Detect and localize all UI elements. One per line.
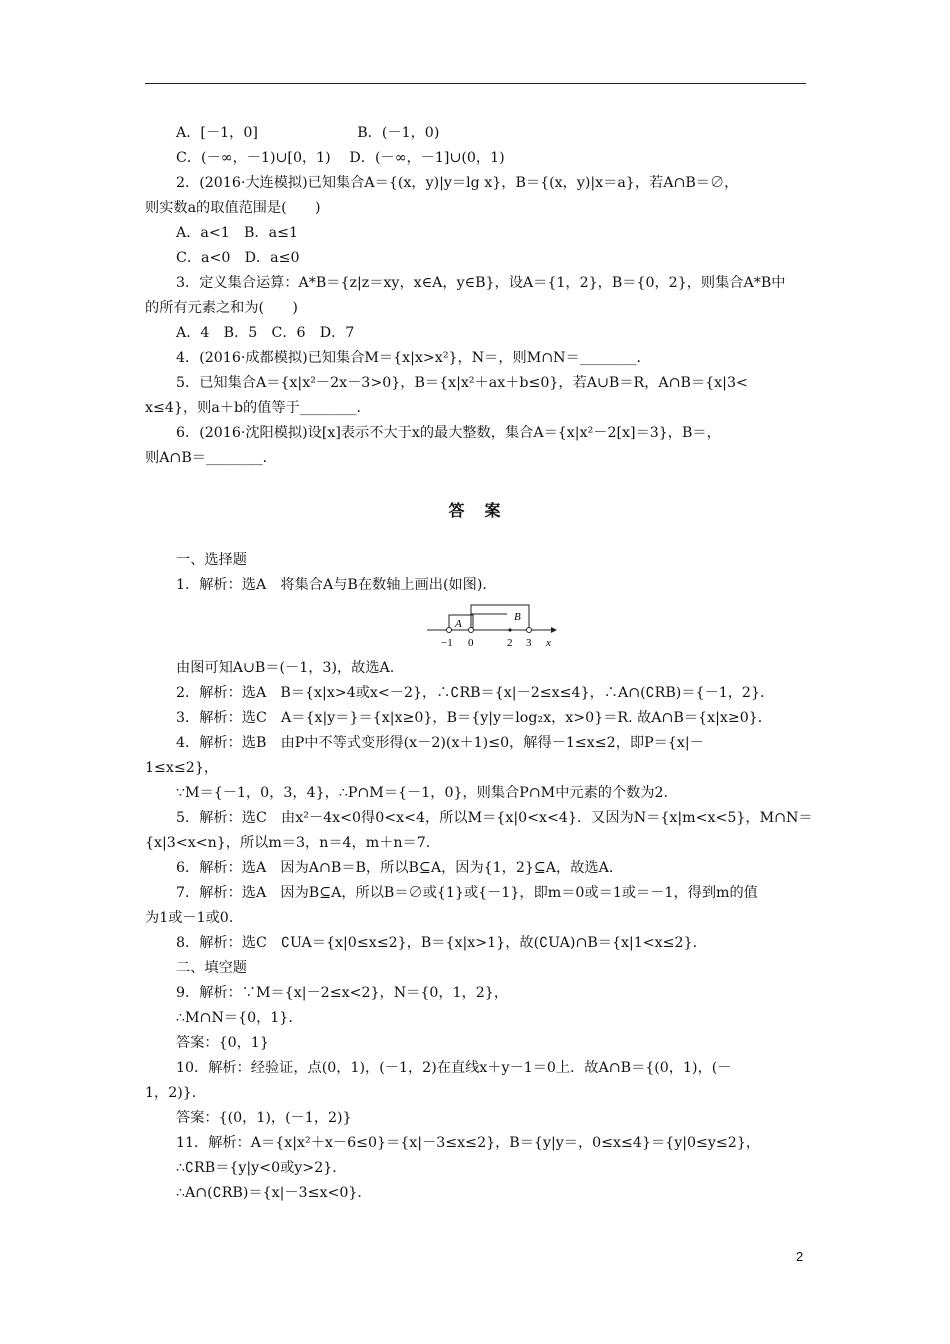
text-line: 二、填空题 [176,960,247,976]
text-line: 10．解析：经验证，点(0，1)，(－1，2)在直线x＋y－1＝0上．故A∩B＝{(0，1)，(－ [176,1060,732,1076]
text-line: 则A∩B＝________． [145,450,277,466]
text-line: ∴A∩(∁RB)＝{x|－3≤x<0}． [176,1185,372,1201]
text-line: 9．解析：∵M＝{x|－2≤x<2}，N＝{0，1，2}， [176,985,509,1001]
text-line: C．a<0 D．a≤0 [176,250,300,266]
text-line: 7．解析：选A 因为B⊆A，所以B＝∅或{1}或{－1}，即m＝0或＝1或＝－1，得到m的值 [176,885,758,901]
text-line: 11．解析：A＝{x|x²＋x－6≤0}＝{x|－3≤x≤2}，B＝{y|y＝，0≤x≤4}＝{y|0≤y≤2}， [176,1135,761,1151]
axis-label: x [546,637,551,649]
text-line: 1，2)}． [145,1085,206,1101]
text-line: {x|3<x<n}，所以m＝3，n＝4，m＋n＝7. [145,835,431,851]
text-line: x≤4}，则a＋b的值等于________． [145,400,371,416]
text-line: 为1或－1或0. [145,910,234,926]
set-a-label: A [455,618,462,630]
text-line: 8．解析：选C ∁UA＝{x|0≤x≤2}，B＝{x|x>1}，故(∁UA)∩B＝{x|1<x≤2}． [176,935,707,951]
tick-label: −1 [441,637,453,649]
tick-label: 2 [507,637,513,649]
page-number: 2 [796,1249,804,1264]
text-line: 1．解析：选A 将集合A与B在数轴上画出(如图)． [176,577,497,593]
text-line: 3．解析：选C A＝{x|y＝}＝{x|x≥0}，B＝{y|y＝log₂x，x>0}＝R. 故A∩B＝{x|x≥0}． [176,710,772,726]
answer-section-title: 答 案 [448,501,503,520]
text-line: A．[－1，0] B．(－1，0) [176,125,440,141]
text-line: 5．已知集合A＝{x|x²－2x－3>0}，B＝{x|x²＋ax＋b≤0}，若A∪B＝R，A∩B＝{x|3< [176,375,748,391]
text-line: 一、选择题 [176,552,247,568]
text-line: 1≤x≤2}， [145,760,219,776]
text-line: 2．(2016·大连模拟)已知集合A＝{(x，y)|y＝lg x}，B＝{(x，y)|x＝a}，若A∩B＝∅， [176,175,739,191]
text-line: 答案：{(0，1)，(－1，2)} [176,1110,352,1126]
text-line: 由图可知A∪B＝(－1，3)，故选A. [176,660,395,676]
text-line: C．(－∞，－1)∪[0，1) D．(－∞，－1]∪(0，1) [176,150,505,166]
open-point-neg1 [447,628,452,633]
text-line: 则实数a的取值范围是( ) [145,200,321,216]
open-point-3 [527,628,532,633]
number-line-figure [425,600,560,650]
text-line: 答案：{0，1} [176,1035,269,1051]
axis-arrow-icon [551,627,557,633]
text-line: 4．解析：选B 由P中不等式变形得(x－2)(x＋1)≤0，解得－1≤x≤2，即P＝{x|－ [176,735,704,751]
tick-label: 3 [526,637,532,649]
text-line: 6．(2016·沈阳模拟)设[x]表示不大于x的最大整数，集合A＝{x|x²－2[x]＝3}，B＝， [176,425,721,441]
text-line: ∴M∩N＝{0，1}． [176,1010,303,1026]
text-line: A．4 B．5 C．6 D．7 [176,325,355,341]
text-line: 6．解析：选A 因为A∩B＝B，所以B⊆A，因为{1，2}⊆A，故选A. [176,860,614,876]
set-b-label: B [514,611,521,623]
text-line: A．a<1 B．a≤1 [176,225,298,241]
open-point-0 [469,628,474,633]
text-line: 5．解析：选C 由x²－4x<0得0<x<4，所以M＝{x|0<x<4}．又因为N＝{x|m<x<5}，M∩N＝ [176,810,813,826]
text-line: 3．定义集合运算：A*B＝{z|z＝xy，x∈A，y∈B}，设A＝{1，2}，B＝{0，2}，则集合A*B中 [176,275,786,291]
text-line: ∵M＝{－1，0，3，4}，∴P∩M＝{－1，0}，则集合P∩M中元素的个数为2. [176,785,669,801]
text-line: 的所有元素之和为( ) [145,300,298,316]
text-line: 4．(2016·成都模拟)已知集合M＝{x|x>x²}，N＝，则M∩N＝________． [176,350,651,366]
text-line: 2．解析：选A B＝{x|x>4或x<－2}，∴∁RB＝{x|－2≤x≤4}，∴A∩(∁RB)＝{－1，2}． [176,685,775,701]
tick-label: 0 [468,637,474,649]
header-rule [145,83,806,84]
text-line: ∴∁RB＝{y|y<0或y>2}． [176,1160,347,1176]
point-2 [508,628,511,631]
